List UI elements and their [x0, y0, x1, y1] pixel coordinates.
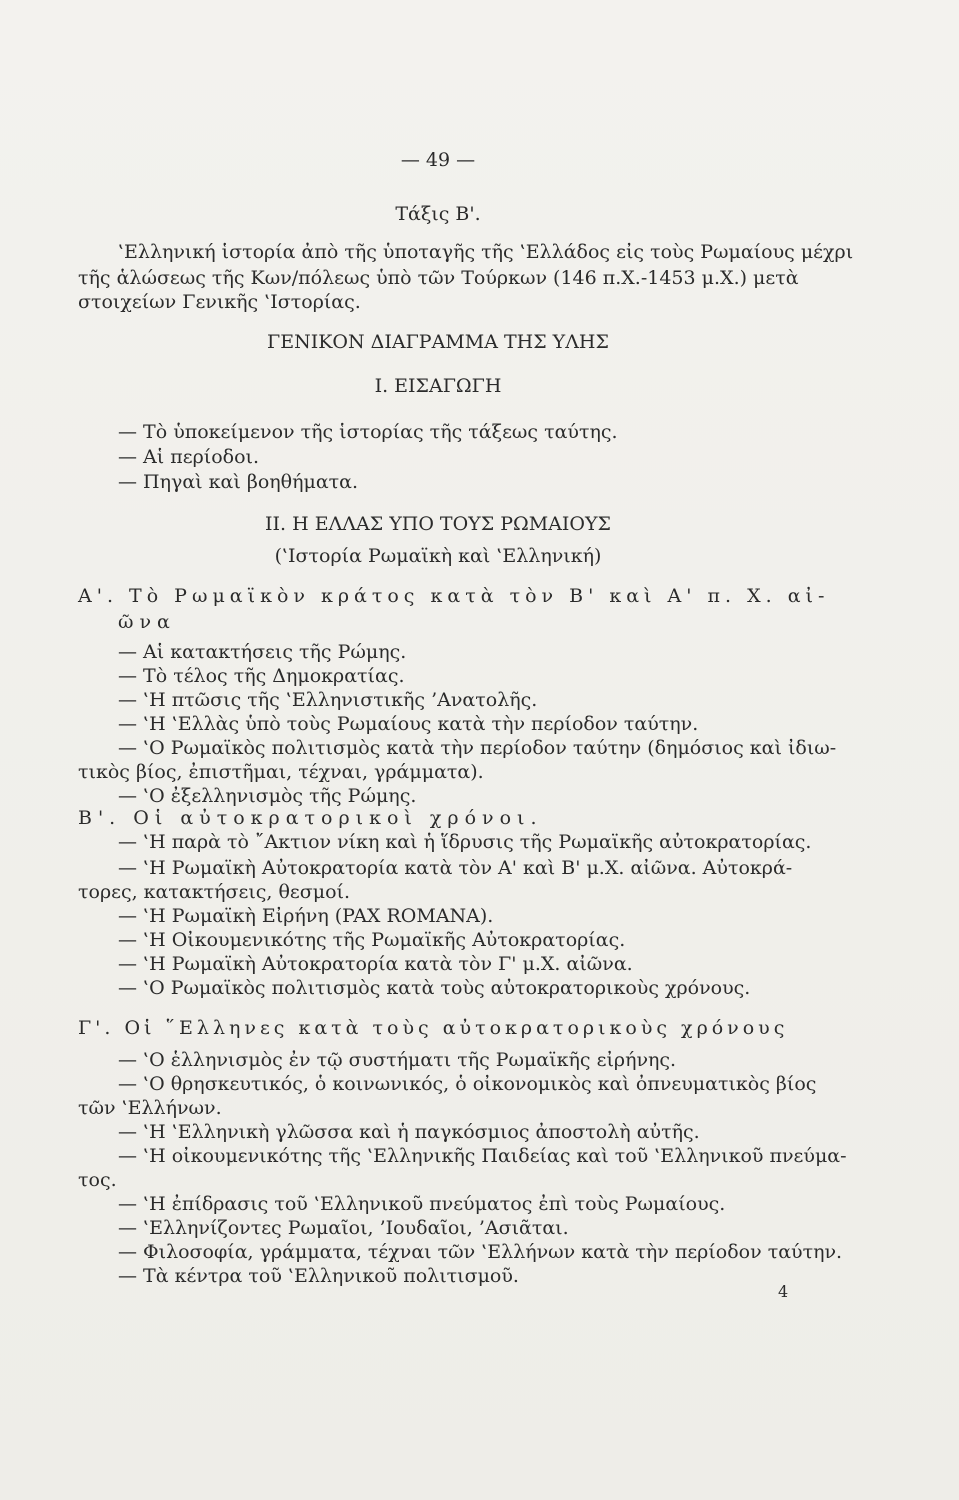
section1-item: — Τὸ ὑποκείμενον τῆς ἱστορίας τῆς τάξεως ταύτης. — [118, 421, 618, 443]
partC-item: — Φιλοσοφία, γράμματα, τέχναι τῶν ‛Ελλήνων κατὰ τὴν περίοδον ταύτην. — [118, 1241, 843, 1263]
partC-item: — Τὰ κέντρα τοῦ ‛Ελληνικοῦ πολιτισμοῦ. — [118, 1265, 519, 1287]
partC-item: — ‛Ο ἑλληνισμὸς ἐν τῷ συστήματι τῆς Ρωμαϊκῆς εἰρήνης. — [118, 1049, 677, 1071]
general-heading: ΓΕΝΙΚΟΝ ΔΙΑΓΡΑΜΜΑ ΤΗΣ ΥΛΗΣ — [267, 331, 609, 353]
section2-subheading: (‛Ιστορία Ρωμαϊκὴ καὶ ‛Ελληνική) — [274, 545, 602, 567]
partC-item: — ‛Η ‛Ελληνικὴ γλῶσσα καὶ ἡ παγκόσμιος ἀποστολὴ αὐτῆς. — [118, 1121, 700, 1143]
subtitle-line-2: τῆς ἁλώσεως τῆς Κων/πόλεως ὑπὸ τῶν Τούρκων (146 π.Χ.-1453 μ.Χ.) μετὰ — [78, 267, 799, 289]
page-number: — 49 — — [400, 149, 476, 171]
partA-item: — ‛Ο Ρωμαϊκὸς πολιτισμὸς κατὰ τὴν περίοδον ταύτην (δημόσιος καὶ ἰδιω- — [118, 737, 837, 759]
partB-title: Β'. Οἱ αὐτοκρατορικοὶ χρόνοι. — [78, 807, 543, 829]
partA-item: — ‛Η ‛Ελλὰς ὑπὸ τοὺς Ρωμαίους κατὰ τὴν περίοδον ταύτην. — [118, 713, 699, 735]
partA-item: — ‛Ο ἐξελληνισμὸς τῆς Ρώμης. — [118, 785, 417, 807]
partC-item: — ‛Ο θρησκευτικός, ὁ κοινωνικός, ὁ οἰκονομικὸς καὶ ὀπνευματικὸς βίος — [118, 1073, 817, 1095]
section2-heading: ΙΙ. Η ΕΛΛΑΣ ΥΠΟ ΤΟΥΣ ΡΩΜΑΙΟΥΣ — [265, 513, 611, 535]
partB-item: — ‛Η Οἰκουμενικότης τῆς Ρωμαϊκῆς Αὐτοκρατορίας. — [118, 929, 626, 951]
subtitle-line-3: στοιχείων Γενικῆς ‛Ιστορίας. — [78, 291, 361, 313]
partB-item: — ‛Η Ρωμαϊκὴ Αὐτοκρατορία κατὰ τὸν Α' καὶ Β' μ.Χ. αἰῶνα. Αὐτοκρά- — [118, 857, 793, 879]
partC-item: — ‛Ελληνίζοντες Ρωμαῖοι, ’Ιουδαῖοι, ’Ασιᾶται. — [118, 1217, 569, 1239]
partB-item: — ‛Η Ρωμαϊκὴ Αὐτοκρατορία κατὰ τὸν Γ' μ.Χ. αἰῶνα. — [118, 953, 633, 975]
class-title: Τάξις Β'. — [395, 203, 481, 225]
partC-item: — ‛Η οἰκουμενικότης τῆς ‛Ελληνικῆς Παιδείας καὶ τοῦ ‛Ελληνικοῦ πνεύμα- — [118, 1145, 847, 1167]
subtitle-line-1: ‛Ελληνική ἱστορία ἀπὸ τῆς ὑποταγῆς τῆς ‛Ελλάδος εἰς τοὺς Ρωμαίους μέχρι — [118, 241, 854, 263]
partC-item: — ‛Η ἐπίδρασις τοῦ ‛Ελληνικοῦ πνεύματος ἐπὶ τοὺς Ρωμαίους. — [118, 1193, 726, 1215]
partC-item-cont: τῶν ‛Ελλήνων. — [78, 1097, 222, 1119]
partC-title: Γ'. Οἱ ῞Ελληνες κατὰ τοὺς αὐτοκρατορικοὺς χρόνους — [78, 1017, 789, 1039]
section1-heading: Ι. ΕΙΣΑΓΩΓΗ — [374, 375, 502, 397]
partA-item-cont: τικὸς βίος, ἐπιστῆμαι, τέχναι, γράμματα). — [78, 761, 484, 783]
partB-item: — ‛Η παρὰ τὸ ῎Ακτιον νίκη καὶ ἡ ἵδρυσις τῆς Ρωμαϊκῆς αὐτοκρατορίας. — [118, 831, 812, 853]
partB-item-cont: τορες, κατακτήσεις, θεσμοί. — [78, 881, 351, 903]
partA-title-cont: ῶνα — [118, 611, 176, 633]
partB-item: — ‛Η Ρωμαϊκὴ Εἰρήνη (PAX ROMANA). — [118, 905, 494, 927]
partA-item: — Τὸ τέλος τῆς Δημοκρατίας. — [118, 665, 405, 687]
partB-item: — ‛Ο Ρωμαϊκὸς πολιτισμὸς κατὰ τοὺς αὐτοκρατορικοὺς χρόνους. — [118, 977, 751, 999]
partA-item: — Αἱ κατακτήσεις τῆς Ρώμης. — [118, 641, 407, 663]
section1-item: — Αἱ περίοδοι. — [118, 446, 260, 468]
partA-item: — ‛Η πτῶσις τῆς ‛Ελληνιστικῆς ’Ανατολῆς. — [118, 689, 538, 711]
partA-title: Α'. Τὸ Ρωμαϊκὸν κράτος κατὰ τὸν Β' καὶ Α' π. Χ. αἰ- — [78, 585, 830, 607]
section1-item: — Πηγαὶ καὶ βοηθήματα. — [118, 471, 359, 493]
partC-item-cont: τος. — [78, 1169, 117, 1191]
signature-mark: 4 — [778, 1282, 789, 1301]
